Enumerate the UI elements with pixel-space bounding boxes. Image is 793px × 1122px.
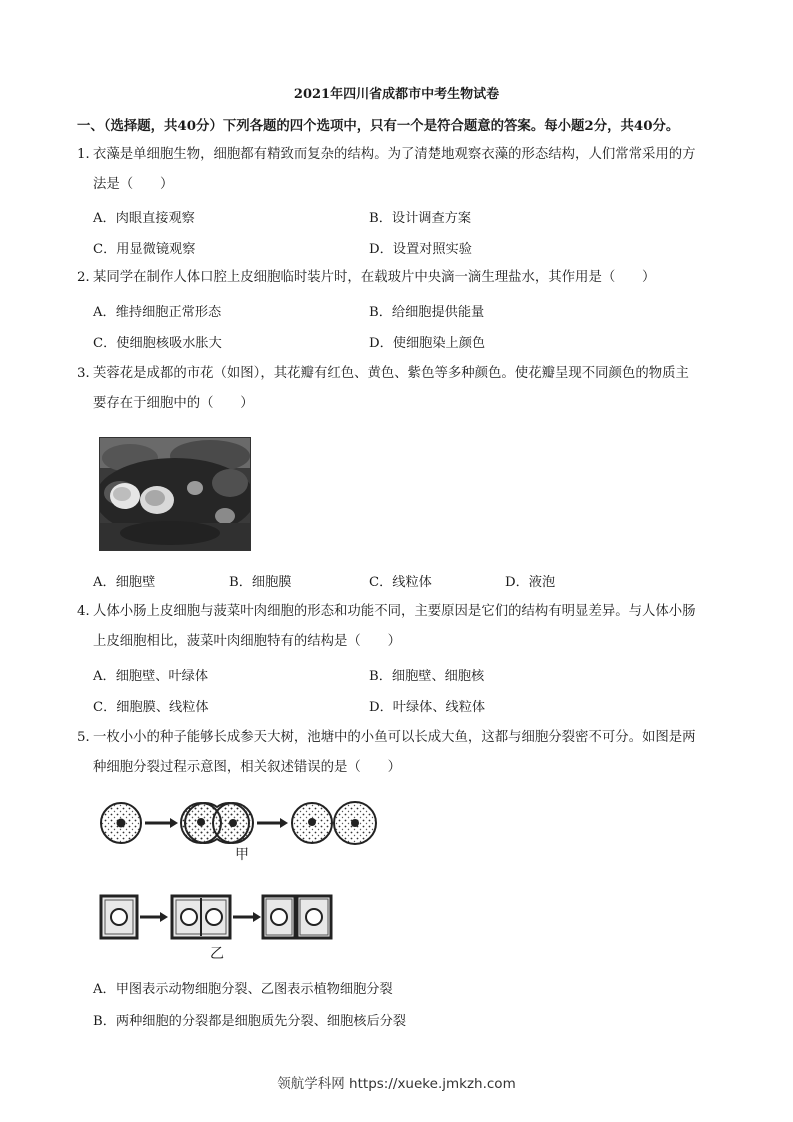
question-3-line-2: 要存在于细胞中的（ ） bbox=[93, 396, 254, 411]
option-a: A．细胞壁、叶绿体 bbox=[93, 669, 209, 684]
option-a: A．细胞壁 bbox=[93, 575, 156, 590]
question-1-line-2: 法是（ ） bbox=[93, 177, 174, 192]
option-c: C．用显微镜观察 bbox=[93, 242, 196, 257]
question-5 bbox=[77, 728, 696, 748]
option-a: A．肉眼直接观察 bbox=[93, 211, 195, 226]
question-3 bbox=[77, 364, 689, 384]
question-5-line-2: 种细胞分裂过程示意图，相关叙述错误的是（ ） bbox=[93, 760, 401, 775]
option-d: D．设置对照实验 bbox=[369, 242, 472, 257]
option-d: D．使细胞染上颜色 bbox=[369, 336, 486, 351]
option-c: C．线粒体 bbox=[369, 575, 432, 590]
question-2 bbox=[77, 268, 655, 288]
question-text: 芙蓉花是成都的市花（如图），其花瓣有红色、黄色、紫色等多种颜色。使花瓣呈现不同颜色的物质主 bbox=[93, 366, 689, 381]
question-number: 2． bbox=[77, 270, 99, 285]
figure-label-yi: 乙 bbox=[210, 946, 224, 962]
option-b: B．两种细胞的分裂都是细胞质先分裂、细胞核后分裂 bbox=[93, 1014, 407, 1029]
figure-label-jia: 甲 bbox=[235, 847, 249, 863]
question-4 bbox=[77, 602, 696, 622]
question-number: 5． bbox=[77, 730, 99, 745]
question-number: 3． bbox=[77, 366, 99, 381]
plant-cell-division-diagram bbox=[98, 893, 338, 943]
option-d: D．叶绿体、线粒体 bbox=[369, 700, 486, 715]
question-text: 一枚小小的种子能够长成参天大树，池塘中的小鱼可以长成大鱼，这都与细胞分裂密不可分。如图是两 bbox=[93, 730, 696, 745]
question-number: 1． bbox=[77, 147, 99, 162]
option-d: D．液泡 bbox=[505, 575, 556, 590]
section-heading: 一、（选择题，共40分）下列各题的四个选项中，只有一个是符合题意的答案。每小题2分，共40分。 bbox=[77, 118, 680, 134]
option-b: B．设计调查方案 bbox=[369, 211, 472, 226]
footer-watermark: 领航学科网 https://xueke.jmkzh.com bbox=[277, 1076, 516, 1092]
option-b: B．给细胞提供能量 bbox=[369, 305, 485, 320]
option-c: C．细胞膜、线粒体 bbox=[93, 700, 209, 715]
question-text: 人体小肠上皮细胞与菠菜叶肉细胞的形态和功能不同，主要原因是它们的结构有明显差异。与人体小肠 bbox=[93, 604, 696, 619]
option-c: C．使细胞核吸水胀大 bbox=[93, 336, 222, 351]
question-1 bbox=[77, 145, 696, 165]
option-a: A．甲图表示动物细胞分裂、乙图表示植物细胞分裂 bbox=[93, 982, 393, 997]
exam-title: 2021年四川省成都市中考生物试卷 bbox=[293, 87, 500, 102]
question-4-line-2: 上皮细胞相比，菠菜叶肉细胞特有的结构是（ ） bbox=[93, 634, 401, 649]
question-text: 某同学在制作人体口腔上皮细胞临时装片时，在载玻片中央滴一滴生理盐水，其作用是（ ） bbox=[93, 270, 656, 285]
question-text: 衣藻是单细胞生物，细胞都有精致而复杂的结构。为了清楚地观察衣藻的形态结构，人们常常采用的方 bbox=[93, 147, 696, 162]
option-b: B．细胞膜 bbox=[229, 575, 292, 590]
option-b: B．细胞壁、细胞核 bbox=[369, 669, 485, 684]
hibiscus-flower-photo bbox=[99, 437, 251, 551]
option-a: A．维持细胞正常形态 bbox=[93, 305, 222, 320]
question-number: 4． bbox=[77, 604, 99, 619]
